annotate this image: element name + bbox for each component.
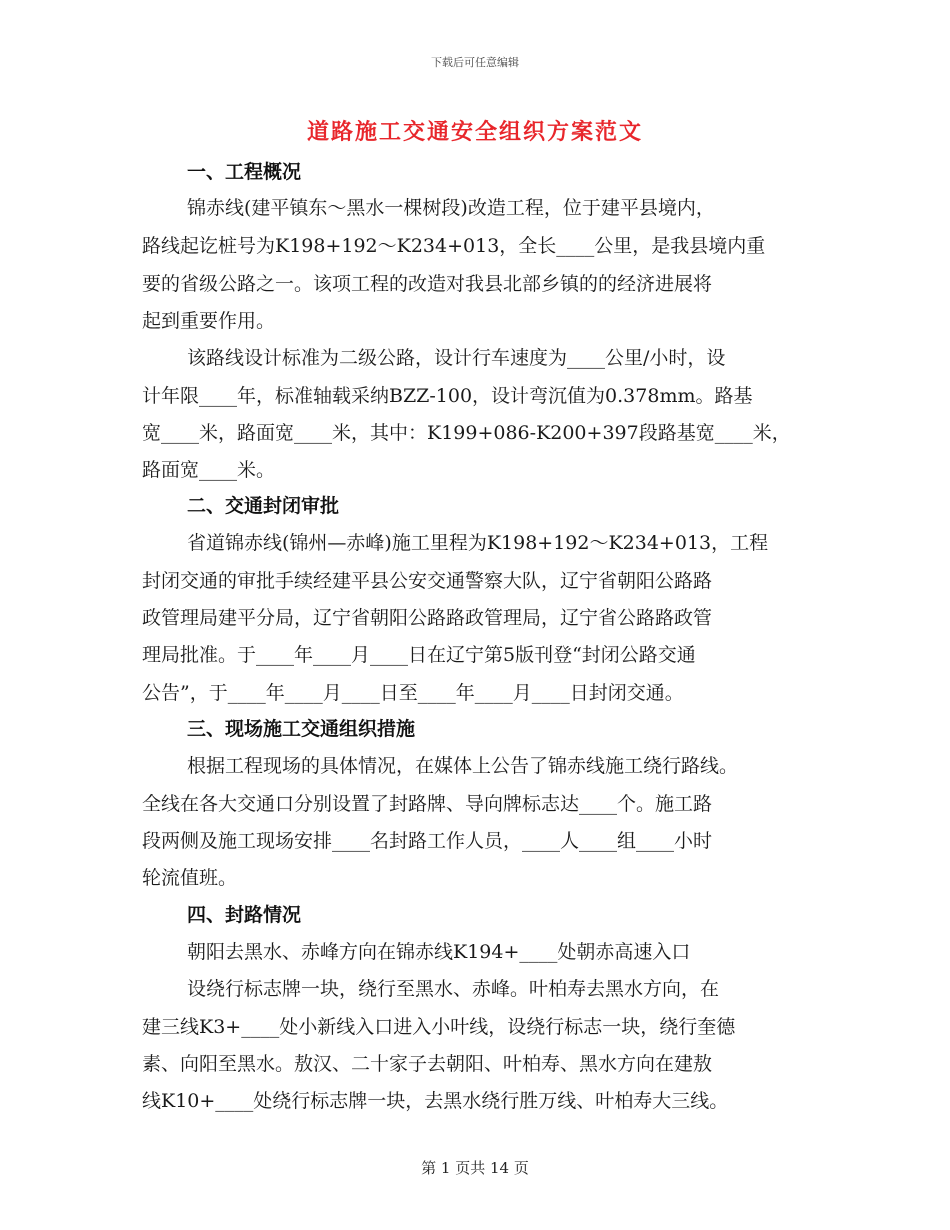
paragraph-line: 宽____米，路面宽____米，其中：K199+086-K200+397段路基宽____米， <box>142 422 791 444</box>
page-header-note: 下载后可任意编辑 <box>431 56 519 69</box>
section-heading-2: 二、交通封闭审批 <box>187 495 340 517</box>
paragraph-line: 省道锦赤线(锦州—赤峰)施工里程为K198+192～K234+013，工程 <box>187 532 769 554</box>
paragraph-line: 政管理局建平分局，辽宁省朝阳公路路政管理局，辽宁省公路路政管 <box>142 607 713 629</box>
paragraph-line: 朝阳去黑水、赤峰方向在锦赤线K194+____处朝赤高速入口 <box>187 941 691 963</box>
paragraph-line: 根据工程现场的具体情况，在媒体上公告了锦赤线施工绕行路线。 <box>187 755 739 777</box>
section-heading-3: 三、现场施工交通组织措施 <box>187 718 416 740</box>
paragraph-line: 轮流值班。 <box>142 867 238 889</box>
paragraph-line: 设绕行标志牌一块，绕行至黑水、赤峰。叶柏寿去黑水方向，在 <box>187 978 720 1000</box>
paragraph-line: 全线在各大交通口分别设置了封路牌、导向牌标志达____个。施工路 <box>142 793 713 815</box>
document-title: 道路施工交通安全组织方案范文 <box>306 119 643 145</box>
paragraph-line: 公告”，于____年____月____日至____年____月____日封闭交通。 <box>142 682 684 704</box>
paragraph-line: 理局批准。于____年____月____日在辽宁第5版刊登“封闭公路交通 <box>142 644 696 666</box>
paragraph-line: 素、向阳至黑水。敖汉、二十家子去朝阳、叶柏寿、黑水方向在建敖 <box>142 1053 713 1075</box>
paragraph-line: 该路线设计标准为二级公路，设计行车速度为____公里/小时，设 <box>187 347 726 369</box>
section-heading-1: 一、工程概况 <box>187 161 302 183</box>
page-footer-number: 第 1 页共 14 页 <box>421 1159 529 1177</box>
paragraph-line: 计年限____年，标准轴载采纳BZZ-100，设计弯沉值为0.378mm。路基 <box>142 385 753 407</box>
paragraph-line: 要的省级公路之一。该项工程的改造对我县北部乡镇的的经济进展将 <box>142 273 713 295</box>
paragraph-line: 线K10+____处绕行标志牌一块，去黑水绕行胜万线、叶柏寿大三线。 <box>142 1090 729 1112</box>
paragraph-line: 封闭交通的审批手续经建平县公安交通警察大队，辽宁省朝阳公路路 <box>142 570 713 592</box>
paragraph-line: 路线起讫桩号为K198+192～K234+013，全长____公里，是我县境内重 <box>142 235 766 257</box>
section-heading-4: 四、封路情况 <box>187 904 302 926</box>
paragraph-line: 起到重要作用。 <box>142 310 276 332</box>
paragraph-line: 路面宽____米。 <box>142 459 276 481</box>
paragraph-line: 建三线K3+____处小新线入口进入小叶线，设绕行标志一块，绕行奎德 <box>142 1016 736 1038</box>
paragraph-line: 锦赤线(建平镇东～黑水一棵树段)改造工程，位于建平县境内， <box>187 197 715 219</box>
paragraph-line: 段两侧及施工现场安排____名封路工作人员，____人____组____小时 <box>142 830 713 852</box>
